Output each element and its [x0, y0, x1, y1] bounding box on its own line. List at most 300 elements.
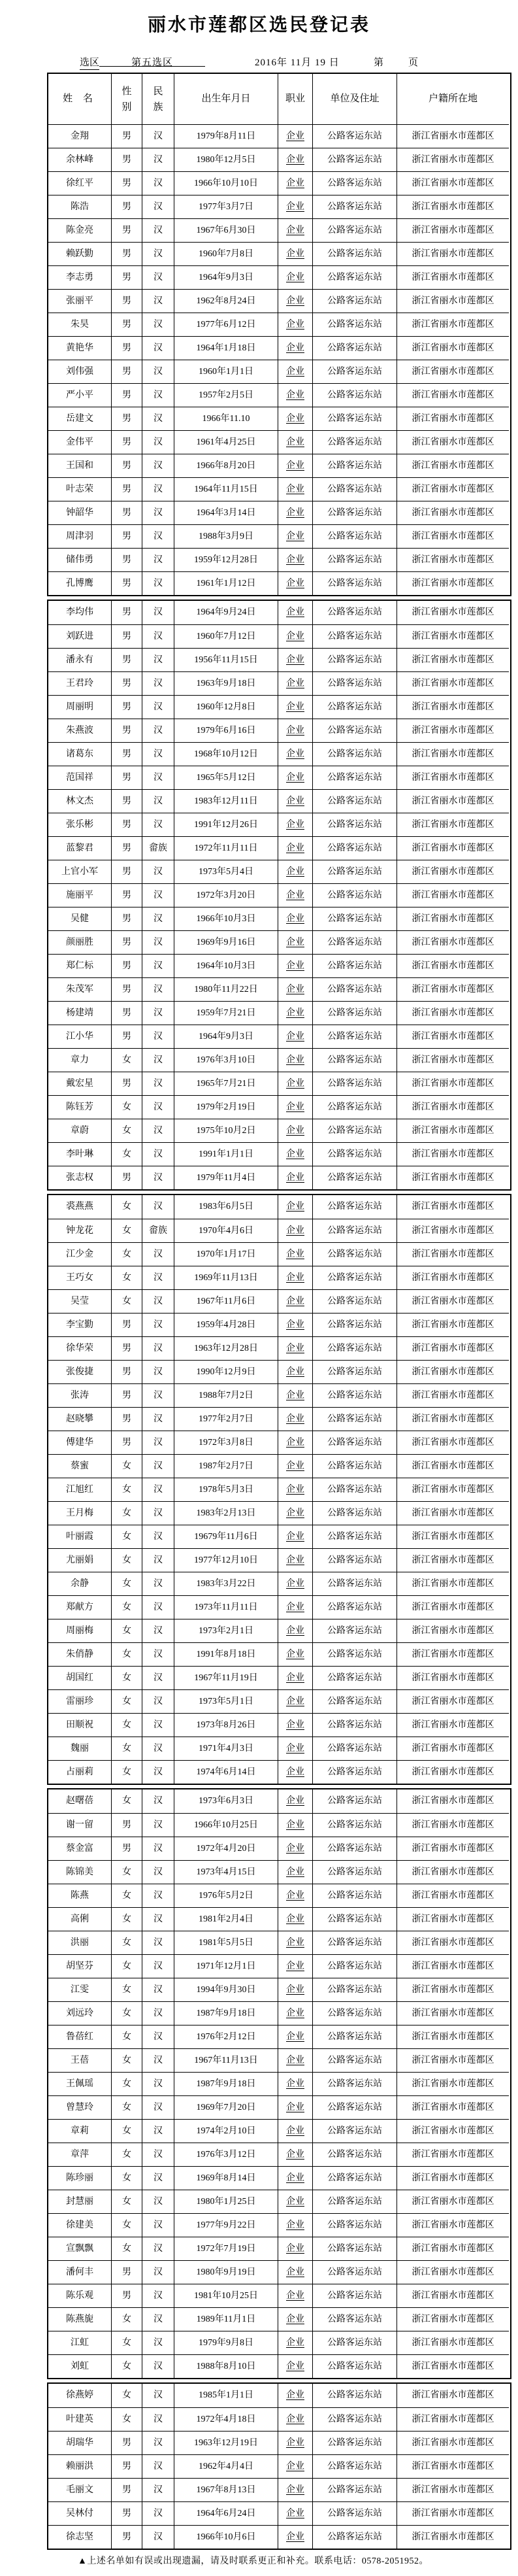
gender-cell: 女: [112, 2143, 142, 2166]
name-cell: 戴宏星: [48, 1072, 112, 1095]
column-header: 户籍所在地: [428, 93, 478, 105]
occupation-cell: [278, 2354, 313, 2378]
occupation-text: 企业: [286, 2267, 304, 2277]
registry-cell: 浙江省丽水市莲都区: [412, 1796, 494, 1806]
registry-cell: 浙江省丽水市莲都区: [397, 1095, 509, 1119]
gender-cell: 女: [112, 1884, 142, 1907]
registry-cell: 浙江省丽水市莲都区: [397, 1407, 509, 1431]
occupation-text: 企业: [286, 1296, 304, 1306]
name-cell: 傅建华: [48, 1431, 112, 1454]
ethnicity-cell: 汉: [142, 1478, 174, 1501]
birthdate-cell: 1967年11月13日: [174, 2048, 278, 2072]
birthdate-cell: 1960年12月8日: [174, 695, 278, 719]
precinct-value: 第五选区: [99, 55, 205, 67]
birthdate-cell: 1967年8月13日: [174, 2478, 278, 2501]
unit-cell: 公路客运东站: [313, 1837, 397, 1860]
birthdate-cell: 1966年8月20日: [174, 454, 278, 477]
gender-cell: 女: [112, 1242, 142, 1266]
birthdate-cell: 1977年6月12日: [174, 313, 278, 336]
name-cell: 江虹: [48, 2331, 112, 2354]
table-row: [48, 360, 510, 383]
gender-cell: 男: [112, 719, 142, 742]
name-cell: 诸葛东: [48, 742, 112, 766]
birthdate-cell: 1964年9月3日: [174, 265, 278, 289]
name-cell: 金翔: [48, 124, 112, 148]
ethnicity-cell: 汉: [142, 954, 174, 977]
occupation-text: 企业: [286, 1720, 304, 1730]
gender-cell: 男: [112, 954, 142, 977]
unit-cell: 公路客运东站: [313, 454, 397, 477]
unit-cell: 公路客运东站: [313, 336, 397, 360]
occupation-cell: [278, 1219, 313, 1242]
registry-cell: 浙江省丽水市莲都区: [397, 1713, 509, 1737]
ethnicity-cell: 汉: [142, 1119, 174, 1142]
gender-cell: 男: [112, 2431, 142, 2454]
occupation-cell: [278, 501, 313, 524]
name-cell: 徐红平: [48, 171, 112, 195]
gender-cell: 女: [112, 1572, 142, 1595]
birthdate-cell: 1967年11月6日: [174, 1289, 278, 1313]
unit-cell: 公路客运东站: [313, 2331, 397, 2354]
registry-cell: 浙江省丽水市莲都区: [397, 1360, 509, 1383]
registry-cell: 浙江省丽水市莲都区: [397, 766, 509, 789]
table-row: [48, 1595, 510, 1619]
occupation-cell: [278, 1548, 313, 1572]
name-cell: 吴林付: [48, 2501, 112, 2525]
unit-cell: 公路客运东站: [313, 2166, 397, 2190]
birthdate-cell: 1966年10月25日: [174, 1813, 278, 1837]
registry-cell: 浙江省丽水市莲都区: [397, 1689, 509, 1713]
occupation-text: 企业: [286, 2008, 304, 2018]
gender-cell: 男: [112, 454, 142, 477]
occupation-text: 企业: [286, 1820, 304, 1830]
table-row: [48, 524, 510, 548]
occupation-cell: [278, 1860, 313, 1884]
table-page-segment: [47, 73, 511, 596]
unit-cell: 公路客运东站: [313, 1289, 397, 1313]
unit-cell: 公路客运东站: [313, 930, 397, 954]
occupation-text: 企业: [286, 460, 304, 471]
occupation-cell: [278, 1095, 313, 1119]
unit-cell: 公路客运东站: [313, 1978, 397, 2001]
occupation-cell: [278, 930, 313, 954]
occupation-cell: [278, 1001, 313, 1025]
gender-cell: 女: [112, 1978, 142, 2001]
gender-cell: 男: [112, 601, 142, 624]
table-row: [48, 695, 510, 719]
table-row: [48, 1336, 510, 1360]
occupation-text: 企业: [286, 578, 304, 588]
registry-cell: 浙江省丽水市莲都区: [397, 313, 509, 336]
occupation-cell: [278, 2307, 313, 2331]
ethnicity-cell: 汉: [142, 2213, 174, 2237]
birthdate-cell: 1979年6月16日: [174, 719, 278, 742]
name-cell: 林文杰: [48, 789, 112, 813]
birthdate-cell: 1964年6月24日: [174, 2501, 278, 2525]
occupation-cell: [278, 766, 313, 789]
birthdate-cell: 1989年11月1日: [174, 2307, 278, 2331]
birthdate-cell: 1974年6月14日: [174, 1760, 278, 1784]
unit-cell: 公路客运东站: [313, 648, 397, 671]
column-header: 出生年月日: [174, 74, 278, 124]
ethnicity-cell: 汉: [142, 1166, 174, 1189]
birthdate-cell: 1980年1月25日: [174, 2190, 278, 2213]
occupation-cell: [278, 242, 313, 265]
occupation-text: 企业: [286, 1461, 304, 1471]
name-cell: 储伟勇: [48, 548, 112, 571]
birthdate-cell: 1967年6月30日: [174, 218, 278, 242]
gender-cell: 女: [112, 1642, 142, 1666]
gender-cell: 男: [112, 1360, 142, 1383]
registry-cell: 浙江省丽水市莲都区: [397, 454, 509, 477]
unit-cell: 公路客运东站: [313, 789, 397, 813]
name-cell: 颜丽胜: [48, 930, 112, 954]
unit-cell: 公路客运东站: [313, 1166, 397, 1189]
occupation-cell: [278, 719, 313, 742]
ethnicity-cell: 汉: [142, 360, 174, 383]
ethnicity-cell: 汉: [142, 2260, 174, 2284]
occupation-text: 企业: [286, 772, 304, 783]
gender-cell: 女: [112, 2166, 142, 2190]
gender-cell: 男: [112, 1383, 142, 1407]
gender-cell: 男: [112, 2478, 142, 2501]
ethnicity-cell: 汉: [142, 2048, 174, 2072]
occupation-text: 企业: [286, 1555, 304, 1565]
table-row: [48, 1313, 510, 1336]
ethnicity-cell: 汉: [142, 242, 174, 265]
unit-cell: 公路客运东站: [313, 2143, 397, 2166]
unit-cell: 公路客运东站: [313, 1383, 397, 1407]
name-cell: 章萍: [48, 2143, 112, 2166]
ethnicity-cell: 汉: [142, 1313, 174, 1336]
unit-cell: 公路客运东站: [313, 1454, 397, 1478]
gender-cell: 男: [112, 1313, 142, 1336]
gender-cell: 男: [112, 548, 142, 571]
name-cell: 蔡金富: [48, 1837, 112, 1860]
ethnicity-cell: 汉: [142, 477, 174, 501]
unit-cell: 公路客运东站: [313, 2307, 397, 2331]
occupation-cell: [278, 454, 313, 477]
gender-cell: 男: [112, 742, 142, 766]
registry-cell: 浙江省丽水市莲都区: [397, 2166, 509, 2190]
gender-cell: 男: [112, 571, 142, 595]
occupation-text: 企业: [286, 2196, 304, 2207]
table-row: [48, 1884, 510, 1907]
registry-cell: 浙江省丽水市莲都区: [397, 1119, 509, 1142]
name-cell: 潘永有: [48, 648, 112, 671]
registry-cell: 浙江省丽水市莲都区: [397, 171, 509, 195]
occupation-cell: [278, 789, 313, 813]
gender-cell: 女: [112, 1119, 142, 1142]
gender-cell: 男: [112, 930, 142, 954]
name-cell: 李叶琳: [48, 1142, 112, 1166]
birthdate-cell: 1973年8月26日: [174, 1713, 278, 1737]
registry-cell: 浙江省丽水市莲都区: [397, 2284, 509, 2307]
name-cell: 雷丽珍: [48, 1689, 112, 1713]
table-page-segment: [47, 1788, 511, 2379]
occupation-cell: [278, 2143, 313, 2166]
name-cell: 李志勇: [48, 265, 112, 289]
registry-cell: 浙江省丽水市莲都区: [397, 671, 509, 695]
birthdate-cell: 1965年7月21日: [174, 1072, 278, 1095]
gender-cell: 男: [112, 648, 142, 671]
occupation-text: 企业: [286, 819, 304, 830]
registry-cell: 浙江省丽水市莲都区: [397, 2048, 509, 2072]
name-cell: 陈金亮: [48, 218, 112, 242]
occupation-text: 企业: [286, 843, 304, 853]
occupation-cell: [278, 2119, 313, 2143]
birthdate-cell: 1963年12月19日: [174, 2431, 278, 2454]
table-row: [48, 2331, 510, 2354]
gender-cell: 女: [112, 1595, 142, 1619]
table-page-segment: [47, 2382, 511, 2550]
occupation-text: 企业: [286, 1102, 304, 1112]
registry-cell: 浙江省丽水市莲都区: [397, 1737, 509, 1760]
table-row: [48, 313, 510, 336]
occupation-cell: [278, 1760, 313, 1784]
ethnicity-cell: 汉: [142, 1595, 174, 1619]
registry-cell: 浙江省丽水市莲都区: [397, 907, 509, 930]
unit-cell: 公路客运东站: [313, 2384, 397, 2407]
birthdate-cell: 1991年8月18日: [174, 1642, 278, 1666]
occupation-text: 企业: [286, 1008, 304, 1018]
name-cell: 钟韶华: [48, 501, 112, 524]
registry-cell: 浙江省丽水市莲都区: [397, 977, 509, 1001]
birthdate-cell: 1956年11月15日: [174, 648, 278, 671]
registry-cell: 浙江省丽水市莲都区: [397, 524, 509, 548]
occupation-cell: [278, 2048, 313, 2072]
registry-cell: 浙江省丽水市莲都区: [397, 1548, 509, 1572]
occupation-text: 企业: [286, 1602, 304, 1612]
birthdate-cell: 1987年9月18日: [174, 2072, 278, 2095]
occupation-cell: [278, 671, 313, 695]
registry-cell: 浙江省丽水市莲都区: [397, 2478, 509, 2501]
table-row: [48, 2190, 510, 2213]
table-row: [48, 1572, 510, 1595]
occupation-text: 企业: [286, 2414, 304, 2424]
occupation-text: 企业: [286, 225, 304, 235]
registry-cell: 浙江省丽水市莲都区: [397, 2119, 509, 2143]
occupation-cell: [278, 1525, 313, 1548]
name-cell: 尤丽娟: [48, 1548, 112, 1572]
unit-cell: 公路客运东站: [313, 524, 397, 548]
gender-cell: 男: [112, 148, 142, 171]
gender-cell: 女: [112, 2001, 142, 2025]
table-row: [48, 454, 510, 477]
occupation-text: 企业: [286, 1743, 304, 1754]
birthdate-cell: 1961年1月12日: [174, 571, 278, 595]
registry-cell: 浙江省丽水市莲都区: [397, 1595, 509, 1619]
table-row: [48, 2143, 510, 2166]
occupation-cell: [278, 1907, 313, 1931]
gender-cell: 女: [112, 1525, 142, 1548]
occupation-cell: [278, 2260, 313, 2284]
name-cell: 陈锦美: [48, 1860, 112, 1884]
name-cell: 曾慧玲: [48, 2095, 112, 2119]
occupation-cell: [278, 2525, 313, 2549]
birthdate-cell: 1959年7月21日: [174, 1001, 278, 1025]
column-header: 姓 名: [48, 74, 112, 124]
ethnicity-cell: 汉: [142, 1025, 174, 1048]
birthdate-cell: 1970年1月17日: [174, 1242, 278, 1266]
birthdate-cell: 1983年12月11日: [174, 789, 278, 813]
ethnicity-cell: 汉: [142, 1195, 174, 1219]
doc-date: 2016年 11月 19 日: [255, 58, 340, 68]
occupation-text: 企业: [286, 248, 304, 259]
occupation-text: 企业: [286, 272, 304, 282]
name-cell: 李均伟: [48, 601, 112, 624]
birthdate-cell: 1981年2月4日: [174, 1907, 278, 1931]
registry-cell: 浙江省丽水市莲都区: [397, 124, 509, 148]
occupation-cell: [278, 1689, 313, 1713]
unit-cell: 公路客运东站: [313, 1501, 397, 1525]
unit-cell: 公路客运东站: [313, 719, 397, 742]
name-cell: 张涛: [48, 1383, 112, 1407]
occupation-text: 企业: [286, 1578, 304, 1589]
ethnicity-cell: 汉: [142, 2072, 174, 2095]
table-page-segment: [47, 1194, 511, 1785]
unit-cell: 公路客运东站: [313, 1907, 397, 1931]
birthdate-cell: 19679年11月6日: [174, 1525, 278, 1548]
ethnicity-cell: 汉: [142, 1689, 174, 1713]
ethnicity-cell: 汉: [142, 1954, 174, 1978]
registry-cell: 浙江省丽水市莲都区: [397, 1266, 509, 1289]
registry-cell: 浙江省丽水市莲都区: [397, 242, 509, 265]
occupation-cell: [278, 171, 313, 195]
table-row: [48, 2072, 510, 2095]
unit-cell: 公路客运东站: [313, 1572, 397, 1595]
birthdate-cell: 1964年11月15日: [174, 477, 278, 501]
ethnicity-cell: 汉: [142, 789, 174, 813]
ethnicity-cell: 汉: [142, 1407, 174, 1431]
name-cell: 陈钰芳: [48, 1095, 112, 1119]
unit-cell: 公路客运东站: [313, 242, 397, 265]
name-cell: 江小华: [48, 1025, 112, 1048]
ethnicity-cell: 汉: [142, 1737, 174, 1760]
unit-cell: 公路客运东站: [313, 1242, 397, 1266]
ethnicity-cell: 汉: [142, 313, 174, 336]
occupation-cell: [278, 571, 313, 595]
registry-cell: 浙江省丽水市莲都区: [397, 501, 509, 524]
name-cell: 章力: [48, 1048, 112, 1072]
ethnicity-cell: 汉: [142, 1789, 174, 1813]
occupation-text: 企业: [286, 1767, 304, 1777]
gender-cell: 男: [112, 766, 142, 789]
table-row: [48, 1025, 510, 1048]
ethnicity-cell: 汉: [142, 1907, 174, 1931]
unit-cell: 公路客运东站: [313, 2260, 397, 2284]
registry-cell: 浙江省丽水市莲都区: [397, 1142, 509, 1166]
ethnicity-cell: 汉: [142, 1931, 174, 1954]
occupation-text: 企业: [286, 1031, 304, 1042]
occupation-cell: [278, 289, 313, 313]
occupation-text: 企业: [286, 1696, 304, 1706]
registry-cell: 浙江省丽水市莲都区: [397, 548, 509, 571]
table-row: [48, 124, 510, 148]
name-cell: 宣飘飘: [48, 2237, 112, 2260]
name-cell: 谢一留: [48, 1813, 112, 1837]
occupation-text: 企业: [286, 960, 304, 971]
page-number-label: [374, 55, 418, 69]
name-cell: 陈浩: [48, 195, 112, 218]
name-cell: 徐华荣: [48, 1336, 112, 1360]
ethnicity-cell: 汉: [142, 624, 174, 648]
unit-cell: 公路客运东站: [313, 1095, 397, 1119]
gender-cell: 男: [112, 624, 142, 648]
unit-cell: 公路客运东站: [313, 1713, 397, 1737]
birthdate-cell: 1961年4月25日: [174, 430, 278, 454]
gender-cell: 女: [112, 1789, 142, 1813]
ethnicity-cell: 畲族: [142, 836, 174, 860]
occupation-text: 企业: [286, 1937, 304, 1948]
unit-cell: 公路客运东站: [313, 2525, 397, 2549]
registry-cell: 浙江省丽水市莲都区: [397, 1642, 509, 1666]
ethnicity-cell: 汉: [142, 2119, 174, 2143]
occupation-text: 企业: [286, 2031, 304, 2042]
gender-cell: 男: [112, 907, 142, 930]
registry-cell: 浙江省丽水市莲都区: [397, 789, 509, 813]
name-cell: 陈燕: [48, 1884, 112, 1907]
birthdate-cell: 1964年3月14日: [174, 501, 278, 524]
birthdate-cell: 1963年12月28日: [174, 1336, 278, 1360]
ethnicity-cell: 汉: [142, 1431, 174, 1454]
unit-cell: 公路客运东站: [313, 2072, 397, 2095]
name-cell: 郑献方: [48, 1595, 112, 1619]
occupation-cell: [278, 2384, 313, 2407]
birthdate-cell: 1973年6月3日: [174, 1789, 278, 1813]
gender-cell: 男: [112, 195, 142, 218]
occupation-text: 企业: [286, 1202, 304, 1212]
registry-cell: 浙江省丽水市莲都区: [397, 1666, 509, 1689]
occupation-cell: [278, 383, 313, 407]
occupation-text: 企业: [286, 654, 304, 665]
occupation-cell: [278, 1242, 313, 1266]
occupation-cell: [278, 1789, 313, 1813]
occupation-cell: [278, 1336, 313, 1360]
occupation-cell: [278, 907, 313, 930]
ethnicity-cell: 汉: [142, 1266, 174, 1289]
registry-cell: 浙江省丽水市莲都区: [397, 289, 509, 313]
table-row: [48, 2525, 510, 2549]
occupation-text: 企业: [286, 725, 304, 736]
registry-cell: 浙江省丽水市莲都区: [397, 860, 509, 883]
table-row: [48, 648, 510, 671]
name-cell: 裘燕燕: [48, 1195, 112, 1219]
registry-cell: 浙江省丽水市莲都区: [397, 2307, 509, 2331]
unit-cell: 公路客运东站: [313, 1313, 397, 1336]
ethnicity-cell: 汉: [142, 1572, 174, 1595]
unit-cell: 公路客运东站: [313, 383, 397, 407]
occupation-cell: [278, 1642, 313, 1666]
birthdate-cell: 1969年9月16日: [174, 930, 278, 954]
occupation-cell: [278, 1431, 313, 1454]
occupation-text: 企业: [286, 1319, 304, 1330]
gender-cell: 女: [112, 1713, 142, 1737]
unit-cell: 公路客运东站: [313, 2284, 397, 2307]
birthdate-cell: 1994年9月30日: [174, 1978, 278, 2001]
occupation-cell: [278, 2001, 313, 2025]
table-row: [48, 719, 510, 742]
occupation-cell: [278, 1837, 313, 1860]
occupation-text: 企业: [286, 366, 304, 377]
unit-cell: 公路客运东站: [313, 2237, 397, 2260]
occupation-text: 企业: [286, 154, 304, 165]
ethnicity-cell: 汉: [142, 1336, 174, 1360]
table-row: [48, 218, 510, 242]
occupation-cell: [278, 601, 313, 624]
name-cell: 王巧女: [48, 1266, 112, 1289]
registry-cell: 浙江省丽水市莲都区: [397, 1289, 509, 1313]
